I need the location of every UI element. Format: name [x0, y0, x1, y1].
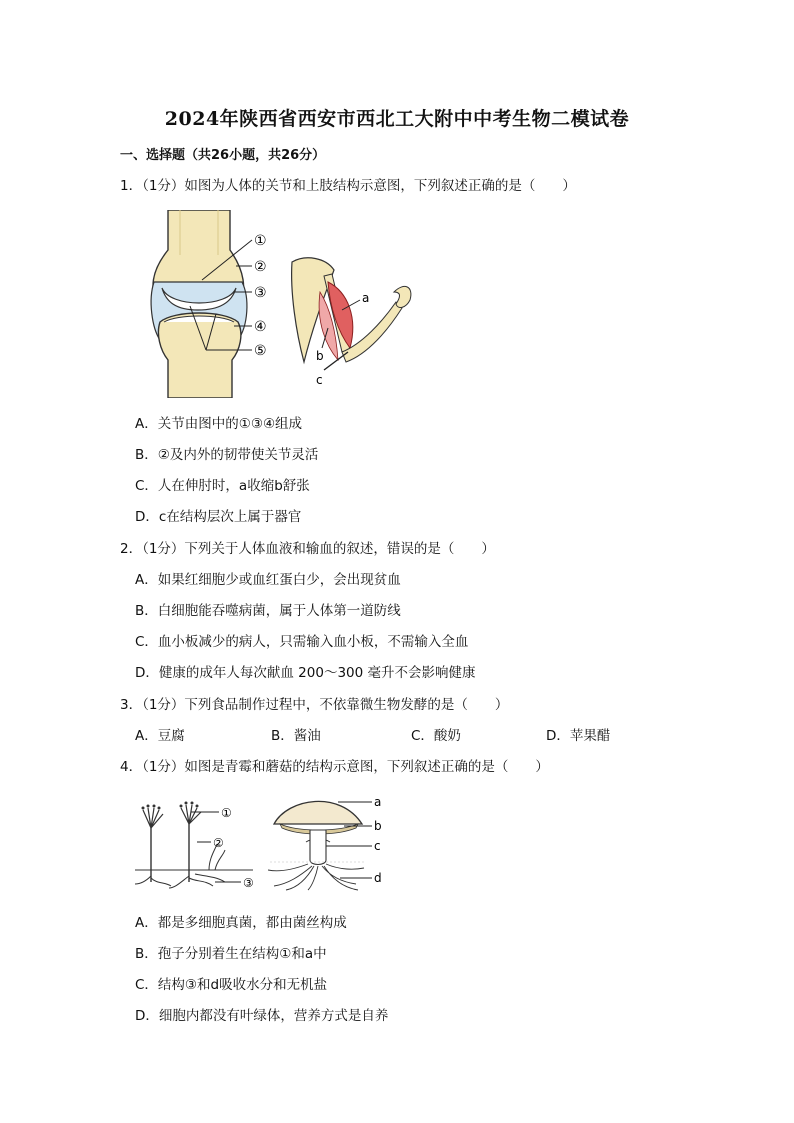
- arm-label-c: c: [316, 373, 323, 387]
- question-2-option-a: A．如果红细胞少或血红蛋白少，会出现贫血: [135, 572, 401, 588]
- mushroom-label-b: b: [374, 819, 382, 833]
- joint-label-1: ①: [254, 233, 267, 249]
- question-4-option-c: C．结构③和d吸收水分和无机盐: [135, 977, 328, 993]
- question-3-stem: 3．（1分）下列食品制作过程中，不依靠微生物发酵的是（ ）: [120, 697, 509, 713]
- mold-label-2: ②: [213, 836, 224, 850]
- section-heading: 一、选择题（共26小题，共26分）: [120, 148, 326, 163]
- mushroom-label-d: d: [374, 871, 382, 885]
- question-1-option-b: B．②及内外的韧带使关节灵活: [135, 447, 319, 463]
- joint-label-5: ⑤: [254, 343, 267, 359]
- mushroom-diagram: [268, 790, 388, 892]
- penicillium-diagram: [135, 798, 265, 892]
- arm-diagram: [286, 252, 416, 388]
- question-1-option-c: C．人在伸肘时，a收缩b舒张: [135, 478, 310, 494]
- question-3-option-d: D．苹果醋: [546, 728, 611, 744]
- mushroom-label-a: a: [374, 795, 382, 809]
- question-3-option-c: C．酸奶: [411, 728, 461, 744]
- question-4-stem: 4．（1分）如图是青霉和蘑菇的结构示意图，下列叙述正确的是（ ）: [120, 759, 549, 775]
- question-2-stem: 2．（1分）下列关于人体血液和输血的叙述，错误的是（ ）: [120, 541, 495, 557]
- mold-label-1: ①: [221, 806, 232, 820]
- joint-diagram: [140, 210, 280, 398]
- question-4-option-b: B．孢子分别着生在结构①和a中: [135, 946, 327, 962]
- question-3-options: [135, 726, 635, 746]
- question-2-option-b: B．白细胞能吞噬病菌，属于人体第一道防线: [135, 603, 401, 619]
- question-1-option-d: D．c在结构层次上属于器官: [135, 509, 302, 525]
- arm-label-b: b: [316, 349, 324, 363]
- mushroom-label-c: c: [374, 839, 381, 853]
- joint-label-3: ③: [254, 285, 267, 301]
- question-1-option-a: A．关节由图中的①③④组成: [135, 416, 303, 432]
- question-2-option-d: D．健康的成年人每次献血 200～300 毫升不会影响健康: [135, 665, 476, 681]
- joint-label-2: ②: [254, 259, 267, 275]
- question-1-stem: 1．（1分）如图为人体的关节和上肢结构示意图，下列叙述正确的是（ ）: [120, 178, 576, 194]
- question-4-option-a: A．都是多细胞真菌，都由菌丝构成: [135, 915, 347, 931]
- joint-label-4: ④: [254, 319, 267, 335]
- question-3-option-b: B．酱油: [271, 728, 321, 744]
- question-3-option-a: A．豆腐: [135, 728, 185, 744]
- question-2-option-c: C．血小板减少的病人，只需输入血小板，不需输入全血: [135, 634, 469, 650]
- page-title: 2024年陕西省西安市西北工大附中中考生物二模试卷: [164, 108, 630, 130]
- mold-label-3: ③: [243, 876, 254, 890]
- question-4-option-d: D．细胞内都没有叶绿体，营养方式是自养: [135, 1008, 389, 1024]
- arm-label-a: a: [362, 291, 370, 305]
